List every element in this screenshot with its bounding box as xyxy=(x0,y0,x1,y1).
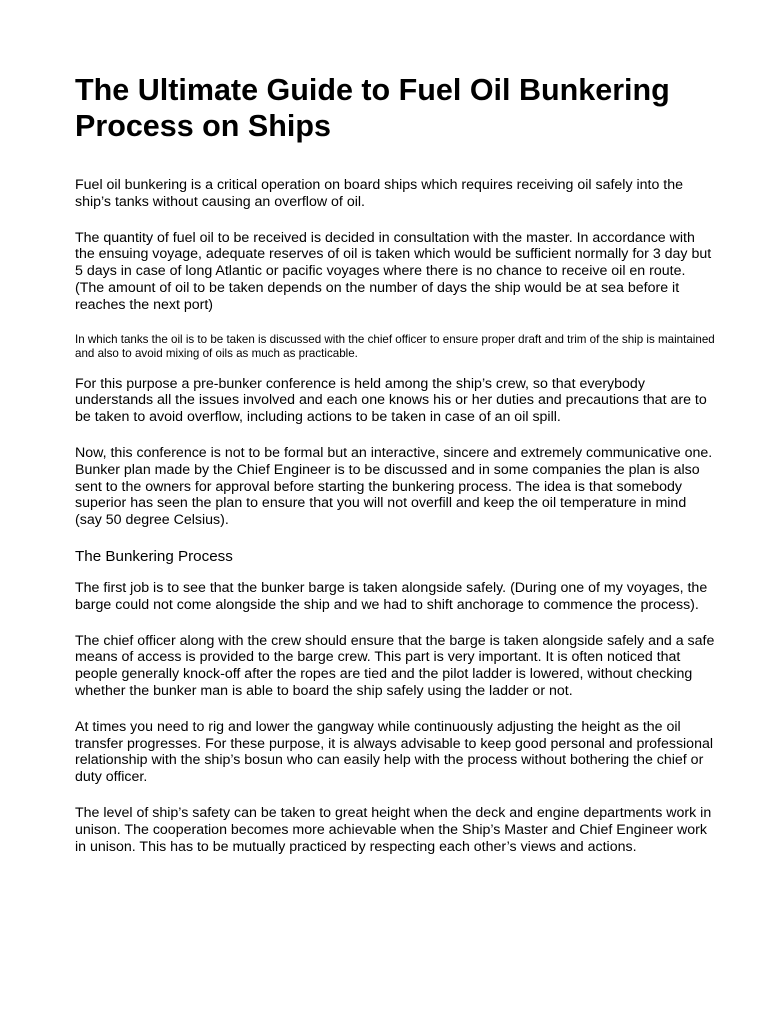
paragraph-tanks: In which tanks the oil is to be taken is discussed with the chief officer to ensure proper draft and trim of the ship is maintained and also to avoid mixing of oils as much as practicable. xyxy=(75,332,715,361)
paragraph-bunker-plan: Now, this conference is not to be formal but an interactive, sincere and extremely communicative one. Bunker plan made by the Chief Engineer is to be discussed and in some companies the plan is also sent to the owners for approval before starting the bunkering process. The idea is that somebody superior has seen the plan to ensure that you will not overfill and keep the oil temperature in mind (say 50 degree Celsius). xyxy=(75,444,713,529)
paragraph-conference: For this purpose a pre-bunker conference is held among the ship’s crew, so that everybody understands all the issues involved and each one knows his or her duties and precautions that are to be taken to avoid overflow, including actions to be taken in case of an oil spill. xyxy=(75,375,707,426)
document-page xyxy=(75,72,715,874)
paragraph-quantity: The quantity of fuel oil to be received is decided in consultation with the master. In accordance with the ensuing voyage, adequate reserves of oil is taken which would be sufficient normally for 3 day but 5 days in case of long Atlantic or pacific voyages where there is no chance to receive oil en route. (The amount of oil to be taken depends on the number of days the ship would be at sea before it reaches the next port) xyxy=(75,229,712,313)
document-title: The Ultimate Guide to Fuel Oil Bunkering Process on Ships xyxy=(75,73,670,143)
paragraph-barge: The first job is to see that the bunker barge is taken alongside safely. (During one of my voyages, the barge could not come alongside the ship and we had to shift anchorage to commence the process). xyxy=(75,579,708,613)
paragraph-chief-officer: The chief officer along with the crew should ensure that the barge is taken alongside safely and a safe means of access is provided to the barge crew. This part is very important. It is often noticed that people generally knock-off after the ropes are tied and the pilot ladder is lowered, without checking whether the bunker man is able to board the ship safely using the ladder or not. xyxy=(75,632,715,699)
section-heading: The Bunkering Process xyxy=(75,547,233,565)
paragraph-gangway: At times you need to rig and lower the gangway while continuously adjusting the height as the oil transfer progresses. For these purpose, it is always advisable to keep good personal and professional relationship with the ship’s bosun who can easily help with the process without bothering the chief or duty officer. xyxy=(75,718,714,786)
paragraph-intro: Fuel oil bunkering is a critical operation on board ships which requires receiving oil safely into the ship’s tanks without causing an overflow of oil. xyxy=(75,177,684,210)
paragraph-safety: The level of ship’s safety can be taken to great height when the deck and engine departments work in unison. The cooperation becomes more achievable when the Ship’s Master and Chief Engineer work in unison. This has to be mutually practiced by respecting each other’s views and actions. xyxy=(75,804,712,855)
